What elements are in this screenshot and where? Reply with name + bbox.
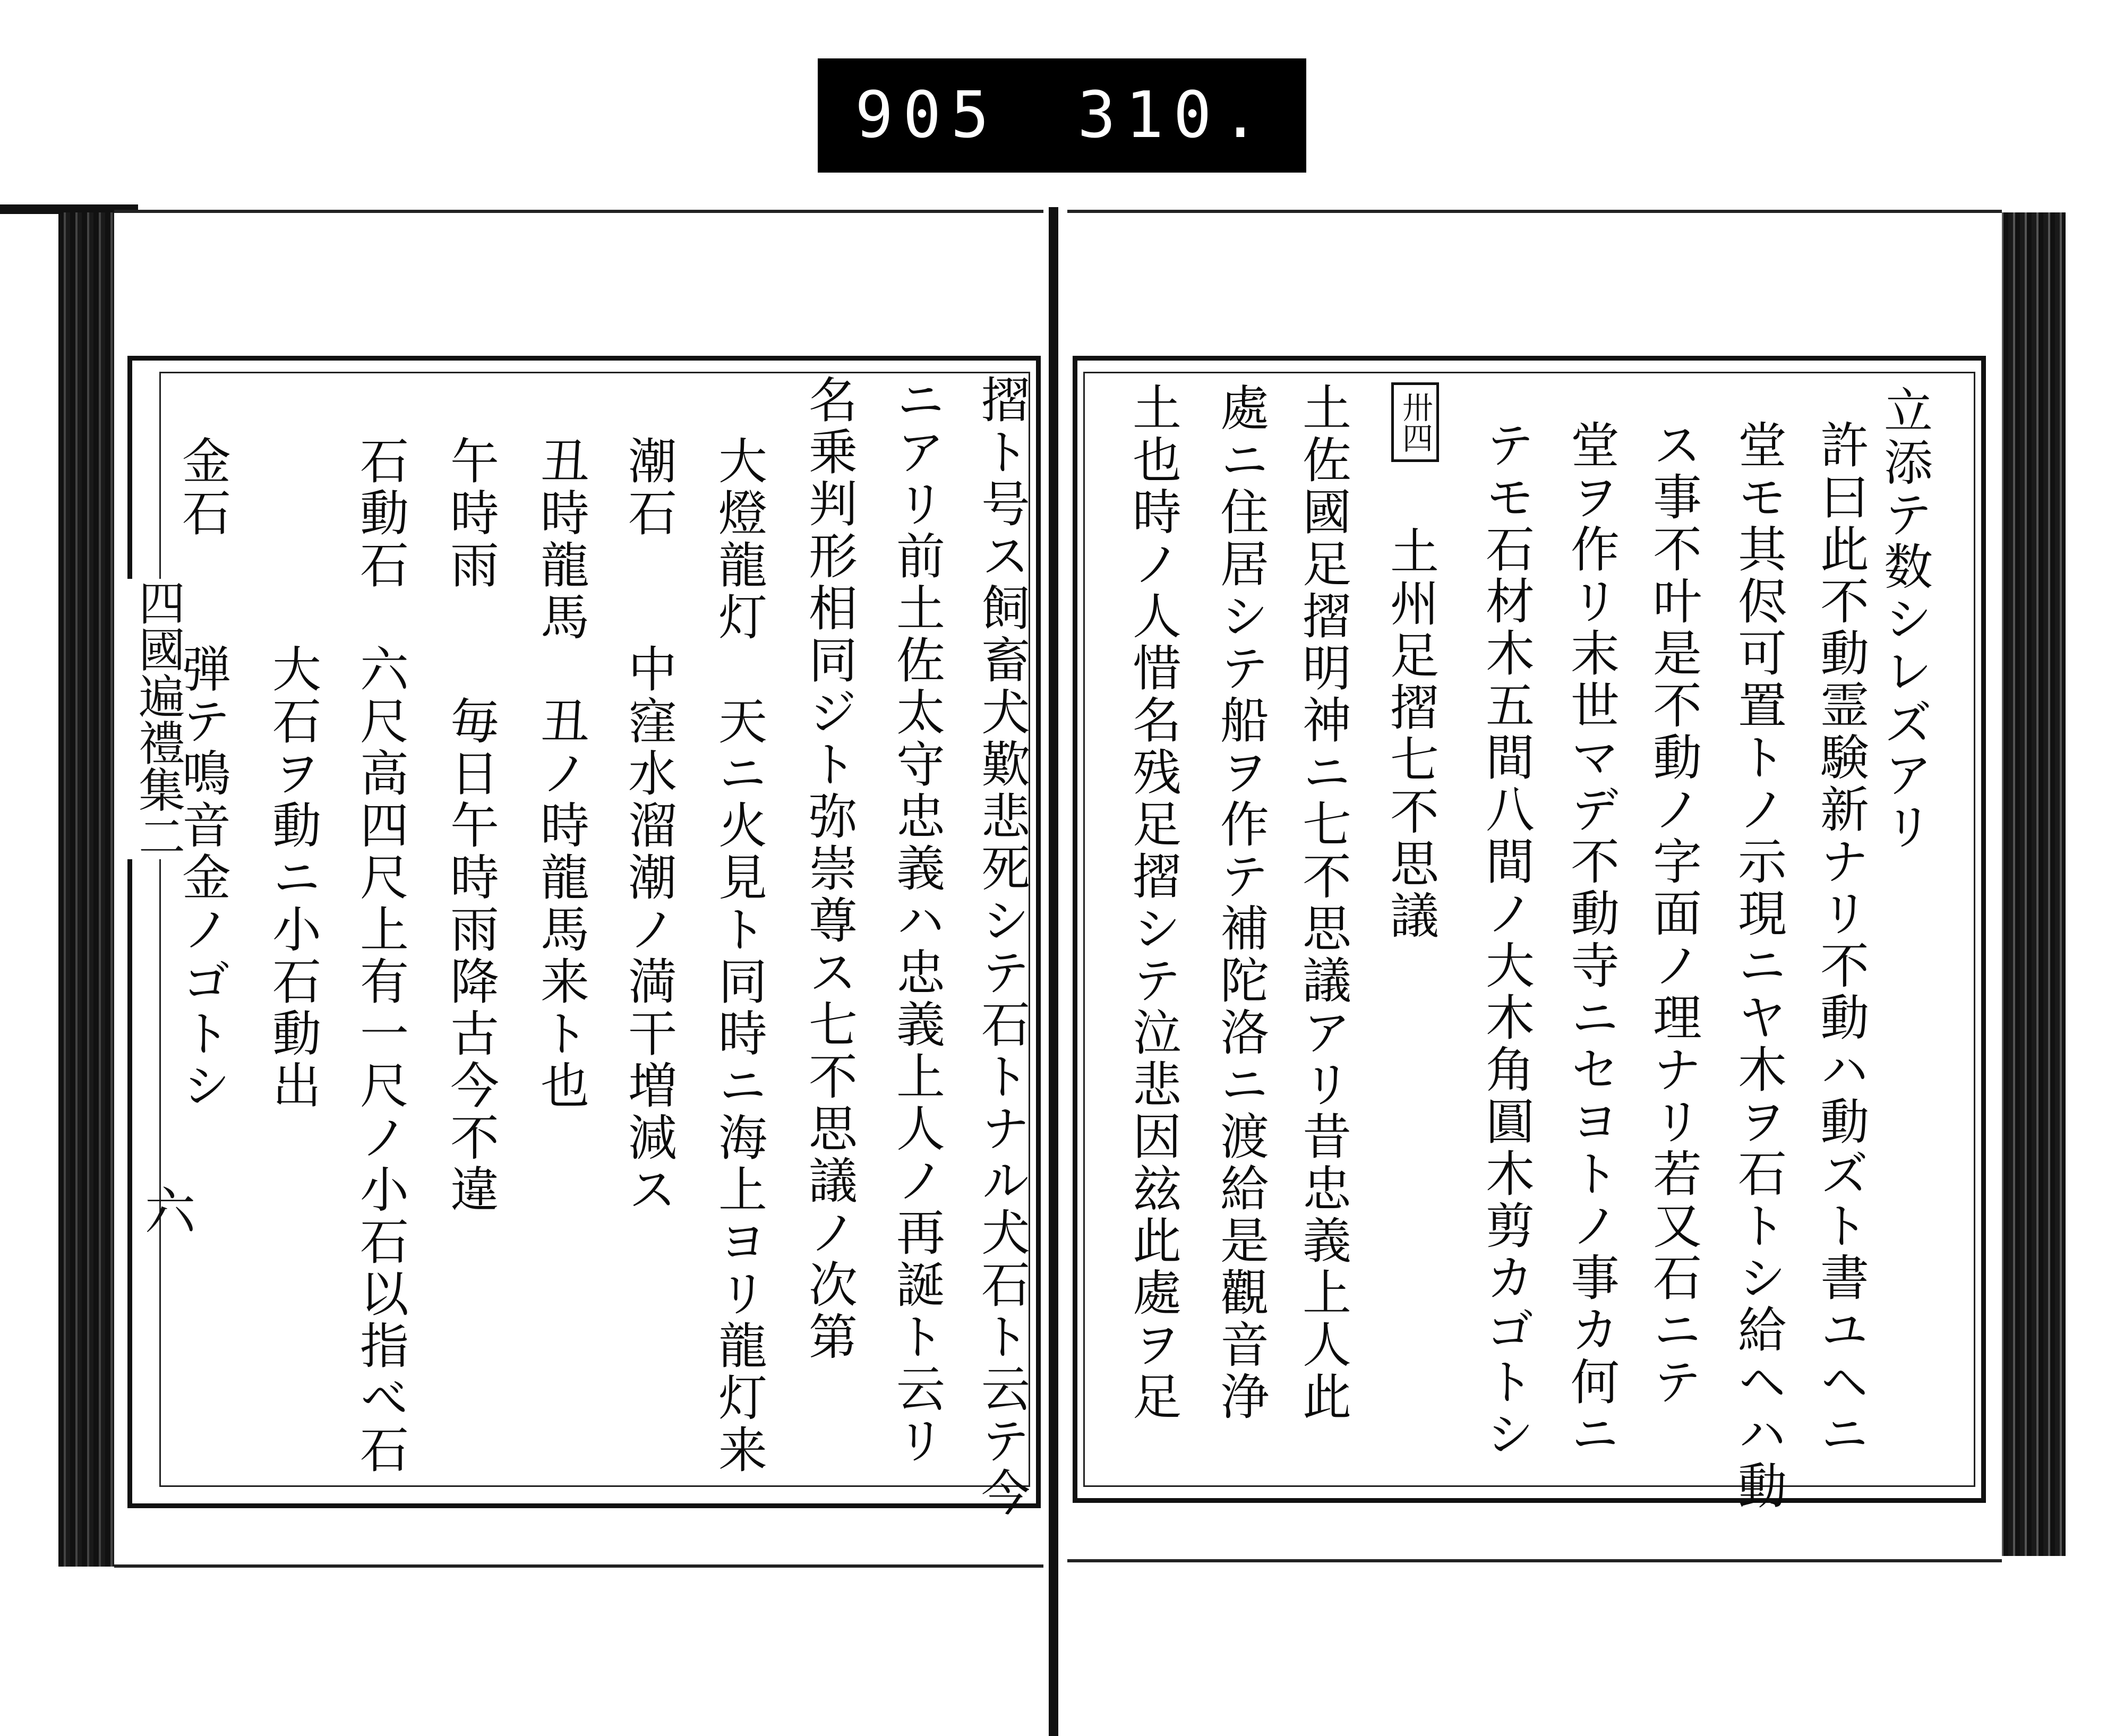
text-column: 堂モ其侭可置トノ示現ニヤ木ヲ石トシ給ヘハ動	[1730, 420, 1787, 1512]
text-column: 許曰此不動霊験新ナリ不動ハ動ズト書ユヘニ	[1812, 420, 1869, 1460]
catalog-number-right: 310.	[1077, 79, 1269, 152]
text-column: 名乗判形相同ジト弥崇尊ス七不思議ノ次第	[801, 374, 858, 1363]
text-column: 大石ヲ動ニ小石動出	[264, 435, 321, 1112]
text-column: 石動石 六尺高四尺上有一尺ノ小石以指べ石	[352, 435, 409, 1476]
book-gutter	[1049, 207, 1058, 1736]
catalog-number-label	[818, 58, 1306, 173]
text-column: 堂ヲ作リ末世マデ不動寺ニセヨトノ事カ何ニ	[1563, 420, 1620, 1460]
spine-page-number: 六	[136, 1184, 196, 1235]
text-column: ス事不叶是不動ノ字面ノ理ナリ若又石ニテ	[1645, 420, 1702, 1408]
text-column: 立添テ数シレズアリ	[1876, 385, 1933, 853]
text-column: 大燈龍灯 天ニ火見ト同時ニ海上ヨリ龍灯来	[710, 435, 767, 1476]
text-column: 土也時ノ人惜名残足摺シテ泣悲因玆此處ヲ足	[1125, 382, 1181, 1423]
text-column: 土佐國足摺明神ニ七不思議アリ昔忠義上人此	[1295, 382, 1351, 1423]
text-column: 處ニ住居シテ船ヲ作テ補陀洛ニ渡給是觀音浄	[1212, 382, 1269, 1423]
text-column: 丑時龍馬 丑ノ時龍馬来ト也	[533, 435, 589, 1112]
text-column: 午時雨 毎日午時雨降古今不違	[442, 435, 499, 1216]
text-column: テモ石材木五間八間ノ大木角圓木剪カゴトシ	[1478, 420, 1535, 1460]
right-book-edge	[1997, 212, 2066, 1556]
spine-title: 四國遍禮集二	[125, 579, 192, 859]
text-column: ニアリ前土佐太守忠義ハ忠義上人ノ再誕ト云リ	[888, 374, 945, 1467]
catalog-number-left: 905	[855, 79, 999, 152]
text-column: 金石 弾テ鳴音金ノゴトシ	[174, 435, 231, 1112]
section-number-box: 卅四	[1391, 382, 1439, 462]
section-heading: 土州足摺七不思議	[1382, 526, 1439, 942]
text-column: 潮石 中窪水溜潮ノ満干増減ス	[620, 435, 677, 1216]
left-book-edge	[58, 212, 122, 1567]
text-column: 摺ト号ス飼畜犬歎悲死シテ石トナル犬石ト云テ今	[973, 374, 1030, 1519]
